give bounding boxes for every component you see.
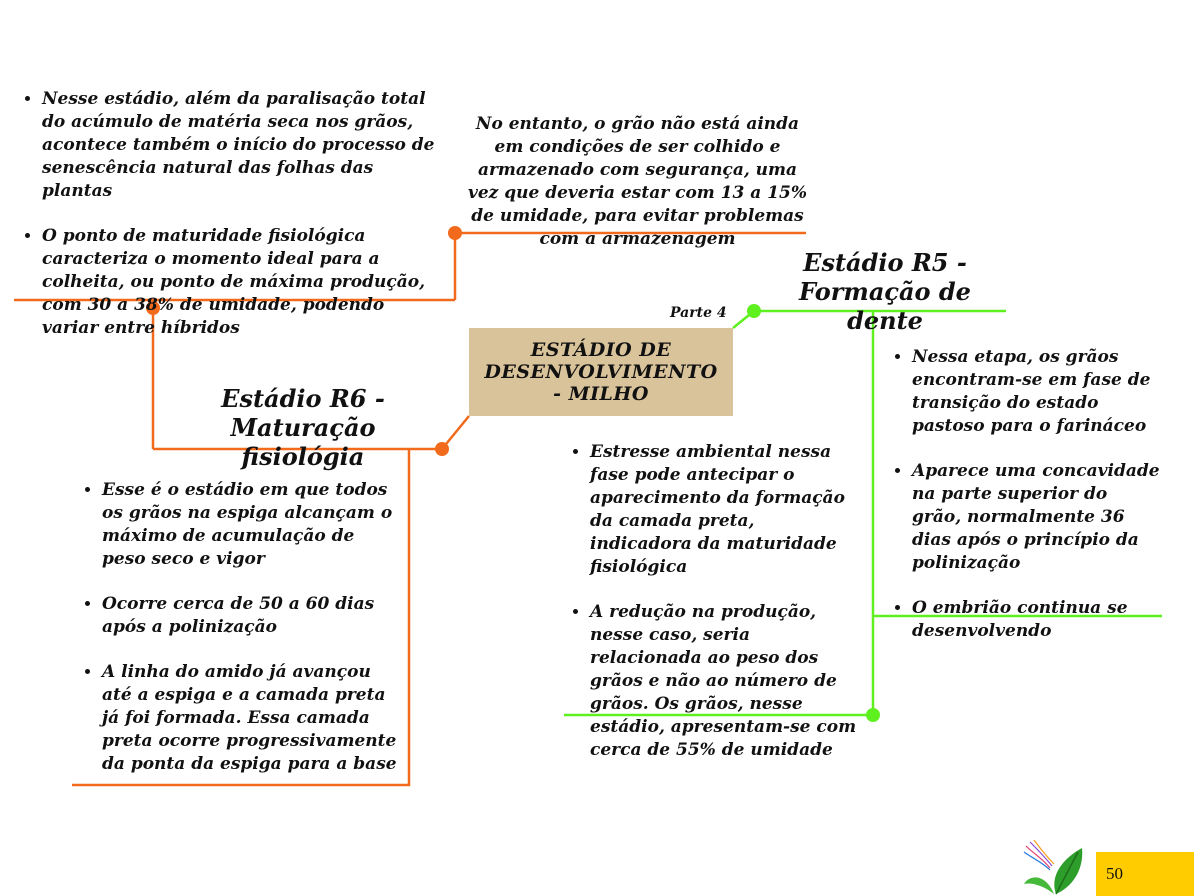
- r5-node-bottom: [866, 708, 880, 722]
- r6-bottom-bullets: [80, 479, 400, 776]
- list-item: • A redução na produção, nesse caso, seria relacionada ao peso dos grãos e não ao número de grãos. Os grãos, nesse estádio, apresentam-se com cerca de 55% de umidade: [590, 601, 858, 762]
- list-item: • Nesse estádio, além da paralisação total do acúmulo de matéria seca nos grãos, acontece também o início do processo de senescência natural das folhas das plantas: [42, 88, 438, 203]
- page-number-badge: [1096, 852, 1194, 896]
- center-line-3: - MILHO: [553, 383, 649, 405]
- r6-heading-line-2: Maturação fisiológia: [230, 413, 376, 471]
- r5-heading-line-2: Formação de dente: [799, 277, 971, 335]
- page-number: 50: [1106, 864, 1123, 883]
- list-item: • Nessa etapa, os grãos encontram-se em fase de transição do estado pastoso para o farináceo: [912, 346, 1160, 438]
- list-item: • Ocorre cerca de 50 a 60 dias após a polinização: [102, 593, 400, 639]
- r5-node-main: [747, 304, 761, 318]
- list-item: • Estresse ambiental nessa fase pode antecipar o aparecimento da formação da camada preta, indicadora da maturidade fisiológica: [590, 441, 858, 579]
- central-topic: [469, 328, 733, 416]
- list-item: • O ponto de maturidade fisiológica caracteriza o momento ideal para a colheita, ou ponto de máxima produção, com 30 a 38% de umidade, podendo variar entre híbridos: [42, 225, 438, 340]
- center-line-2: DESENVOLVIMENTO: [484, 361, 718, 383]
- r6-top-note: No entanto, o grão não está ainda em condições de ser colhido e armazenado com segurança, uma vez que deveria estar com 13 a 15% de umidade, para evitar problemas com a armazenagem: [467, 114, 808, 249]
- leaf-logo-icon: [1020, 838, 1090, 896]
- list-item: • Esse é o estádio em que todos os grãos na espiga alcançam o máximo de acumulação de peso seco e vigor: [102, 479, 400, 571]
- list-item: • A linha do amido já avançou até a espiga e a camada preta já foi formada. Essa camada preta ocorre progressivamente da ponta da espiga para a base: [102, 661, 400, 776]
- r5-right-bullets: [890, 346, 1160, 643]
- list-item: • Aparece uma concavidade na parte superior do grão, normalmente 36 dias após o princípio da polinização: [912, 460, 1160, 575]
- list-item: • O embrião continua se desenvolvendo: [912, 597, 1160, 643]
- center-line-1: ESTÁDIO DE: [530, 339, 672, 361]
- part-label: Parte 4: [670, 305, 727, 321]
- r5-bottom-bullets: [568, 441, 858, 762]
- r6-top-bullets: [20, 88, 438, 340]
- r6-heading: [168, 384, 438, 471]
- r6-heading-line-1: Estádio R6 -: [221, 384, 385, 413]
- r6-node-note: [448, 226, 462, 240]
- r5-heading: [760, 248, 1010, 335]
- r5-heading-line-1: Estádio R5 -: [803, 248, 967, 277]
